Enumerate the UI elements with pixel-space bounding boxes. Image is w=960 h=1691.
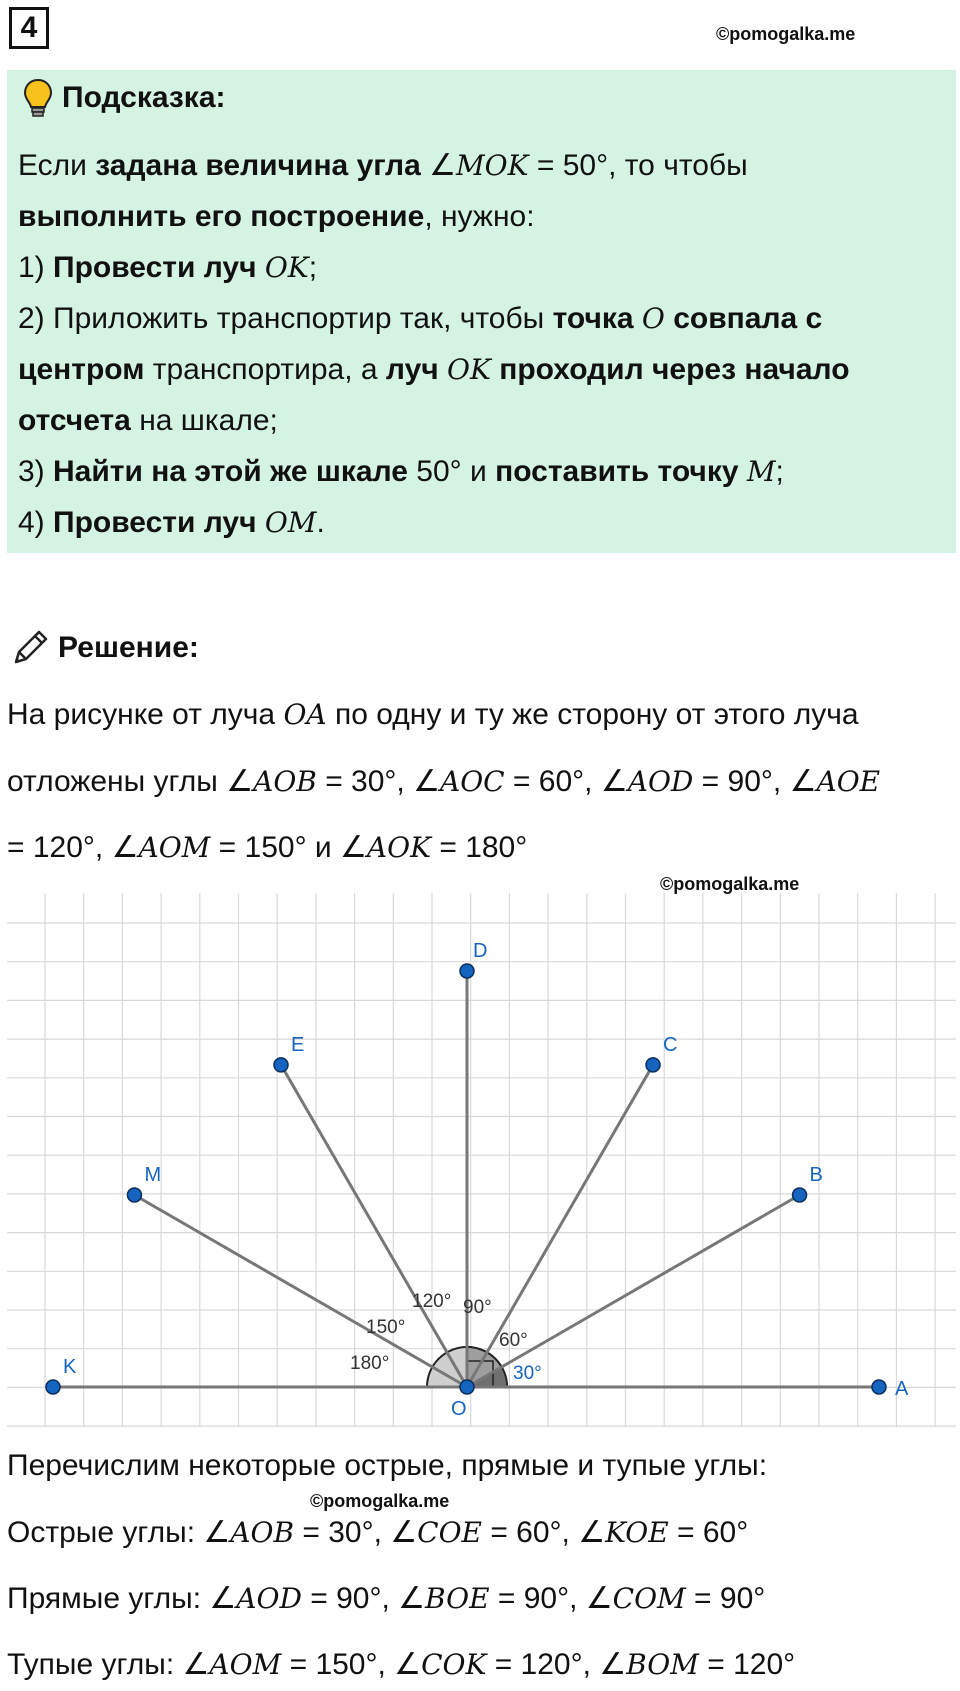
solution-paragraph-2: отложены углы ∠AOB = 30°, ∠AOC = 60°, ∠AOD = 90°, ∠AOE bbox=[7, 765, 881, 798]
point-B bbox=[793, 1188, 807, 1202]
hint-line: отсчета на шкале; bbox=[18, 404, 278, 437]
point-C bbox=[646, 1058, 660, 1072]
point-label-B: B bbox=[809, 1164, 823, 1186]
point-M bbox=[127, 1188, 141, 1202]
point-label-D: D bbox=[473, 940, 488, 962]
point-label-O: O bbox=[451, 1398, 467, 1420]
point-label-M: M bbox=[144, 1164, 162, 1186]
right-angles: Прямые углы: ∠AOD = 90°, ∠BOE = 90°, ∠COM = 90° bbox=[7, 1582, 766, 1615]
ray-OE bbox=[281, 1065, 467, 1387]
angle-value-label: 60° bbox=[499, 1330, 528, 1351]
acute-angles: Острые углы: ∠AOB = 30°, ∠COE = 60°, ∠KOE = 60° bbox=[7, 1516, 749, 1549]
point-A bbox=[872, 1380, 886, 1394]
hint-line: Если задана величина угла ∠MOK = 50°, то чтобы bbox=[18, 149, 748, 182]
watermark-middle: ©pomogalka.me bbox=[660, 874, 800, 894]
hint-line: 3) Найти на этой же шкале 50° и поставить точку M; bbox=[18, 455, 784, 488]
angle-value-label: 90° bbox=[463, 1297, 492, 1318]
point-O bbox=[460, 1380, 474, 1394]
hint-line: выполнить его построение, нужно: bbox=[18, 200, 535, 233]
watermark-bottom: ©pomogalka.me bbox=[310, 1491, 450, 1511]
point-D bbox=[460, 964, 474, 978]
angle-value-label: 30° bbox=[513, 1363, 542, 1384]
ray-OB bbox=[467, 1195, 800, 1387]
angle-value-label: 180° bbox=[350, 1353, 390, 1374]
hint-title-text: Подсказка: bbox=[62, 81, 226, 114]
solution-paragraph-3: = 120°, ∠AOM = 150° и ∠AOK = 180° bbox=[7, 831, 528, 864]
hint-line: 1) Провести луч OK; bbox=[18, 251, 318, 284]
solution-paragraph-1: На рисунке от луча OA по одну и ту же сторону от этого луча bbox=[7, 698, 859, 731]
list-intro: Перечислим некоторые острые, прямые и тупые углы: bbox=[7, 1449, 768, 1482]
hint-line: 2) Приложить транспортир так, чтобы точка O совпала с bbox=[18, 302, 823, 335]
point-E bbox=[274, 1058, 288, 1072]
hint-line: центром транспортира, а луч OK проходил через начало bbox=[18, 353, 850, 386]
solution-title-text: Решение: bbox=[58, 631, 199, 664]
hint-title bbox=[22, 78, 226, 118]
point-label-K: K bbox=[63, 1356, 77, 1378]
angle-value-label: 150° bbox=[366, 1317, 406, 1338]
point-label-A: A bbox=[895, 1378, 909, 1400]
point-label-C: C bbox=[663, 1033, 678, 1056]
angle-diagram bbox=[7, 893, 956, 1427]
watermark-top: ©pomogalka.me bbox=[716, 24, 856, 44]
point-K bbox=[46, 1380, 60, 1394]
obtuse-angles: Тупые углы: ∠AOM = 150°, ∠COK = 120°, ∠BOM = 120° bbox=[7, 1648, 796, 1681]
solution-title bbox=[10, 628, 199, 668]
hint-line: 4) Провести луч OM. bbox=[18, 506, 325, 539]
task-number: 4 bbox=[9, 7, 49, 49]
angle-value-label: 120° bbox=[412, 1291, 452, 1312]
pencil-icon bbox=[10, 628, 50, 668]
lightbulb-icon bbox=[22, 78, 54, 118]
point-label-E: E bbox=[291, 1033, 305, 1056]
hint-text bbox=[18, 140, 948, 548]
angle-diagram-svg bbox=[7, 893, 956, 1427]
